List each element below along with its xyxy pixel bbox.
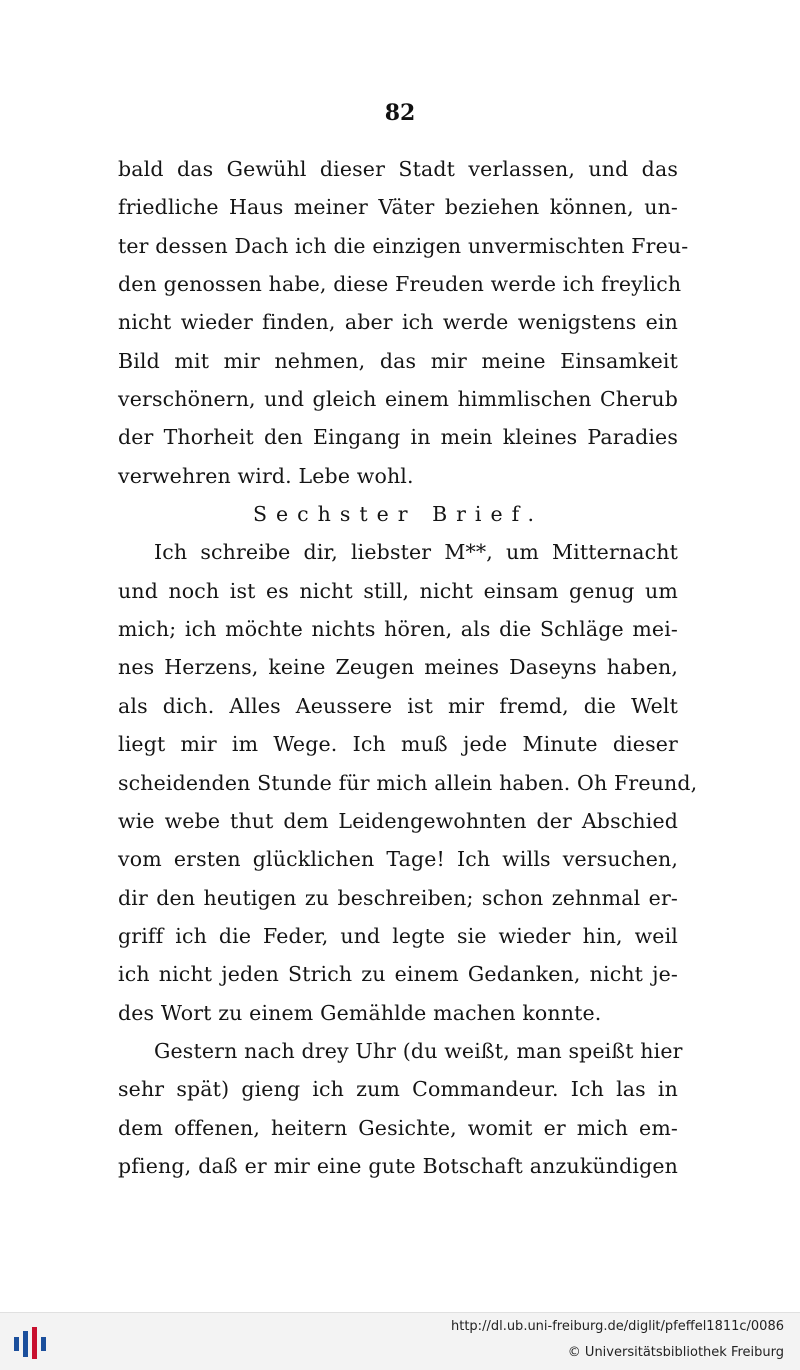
paragraph-1 — [118, 150, 689, 495]
document-url-link[interactable]: http://dl.ub.uni-freiburg.de/diglit/pfeffel1811c/0086 — [451, 1319, 784, 1334]
text-line: bald das Gewühl dieser Stadt verlassen, und das — [118, 157, 678, 181]
paragraph-2 — [118, 533, 698, 1031]
text-line: nicht wieder finden, aber ich werde wenigstens ein — [118, 310, 678, 335]
text-line: scheidenden Stunde für mich allein haben. Oh Freund, — [118, 770, 698, 795]
text-line: liegt mir im Wege. Ich muß jede Minute dieser — [118, 732, 678, 757]
text-line: verschönern, und gleich einem himmlischen Cherub — [118, 387, 678, 412]
page-number: 82 — [384, 100, 416, 126]
text-line: sehr spät) gieng ich zum Commandeur. Ich las in — [118, 1077, 678, 1102]
library-logo-icon[interactable] — [12, 1325, 52, 1361]
text-line: griff ich die Feder, und legte sie wieder hin, weil — [118, 923, 678, 948]
text-line: verwehren wird. Lebe wohl. — [118, 463, 414, 488]
text-line: mich; ich möchte nichts hören, als die Schläge mei- — [118, 617, 678, 642]
viewer-footer — [0, 1312, 800, 1370]
text-line: pfieng, daß er mir eine gute Botschaft anzukündigen — [118, 1153, 678, 1178]
text-line: Ich schreibe dir, liebster M**, um Mitternacht — [154, 540, 678, 565]
text-line: vom ersten glücklichen Tage! Ich wills versuchen, — [118, 847, 678, 872]
text-line: der Thorheit den Eingang in mein kleines Paradies — [118, 425, 678, 450]
text-line: des Wort zu einem Gemählde machen konnte. — [118, 1000, 602, 1025]
paragraph-3 — [118, 1032, 683, 1185]
copyright-notice: © Universitätsbibliothek Freiburg — [567, 1345, 784, 1360]
text-line: ich nicht jeden Strich zu einem Gedanken, nicht je- — [118, 962, 678, 987]
text-line: als dich. Alles Aeussere ist mir fremd, die Welt — [118, 693, 678, 718]
text-line: Bild mit mir nehmen, das mir meine Einsamkeit — [118, 348, 678, 373]
text-line: den genossen habe, diese Freuden werde ich freylich — [118, 272, 682, 297]
text-line: wie webe thut dem Leidengewohnten der Abschied — [118, 808, 678, 833]
text-line: und noch ist es nicht still, nicht einsam genug um — [118, 578, 678, 603]
text-line: nes Herzens, keine Zeugen meines Daseyns haben, — [118, 655, 678, 680]
text-line: ter dessen Dach ich die einzigen unvermischten Freu- — [118, 233, 689, 258]
text-line: dem offenen, heitern Gesichte, womit er mich em- — [118, 1115, 678, 1140]
page-text — [118, 150, 698, 1185]
text-line: Gestern nach drey Uhr (du weißt, man speißt hier — [154, 1038, 683, 1063]
text-line: dir den heutigen zu beschreiben; schon zehnmal er- — [118, 885, 678, 910]
letter-heading: Sechster Brief. — [253, 502, 543, 527]
text-line: friedliche Haus meiner Väter beziehen können, un- — [118, 195, 678, 220]
